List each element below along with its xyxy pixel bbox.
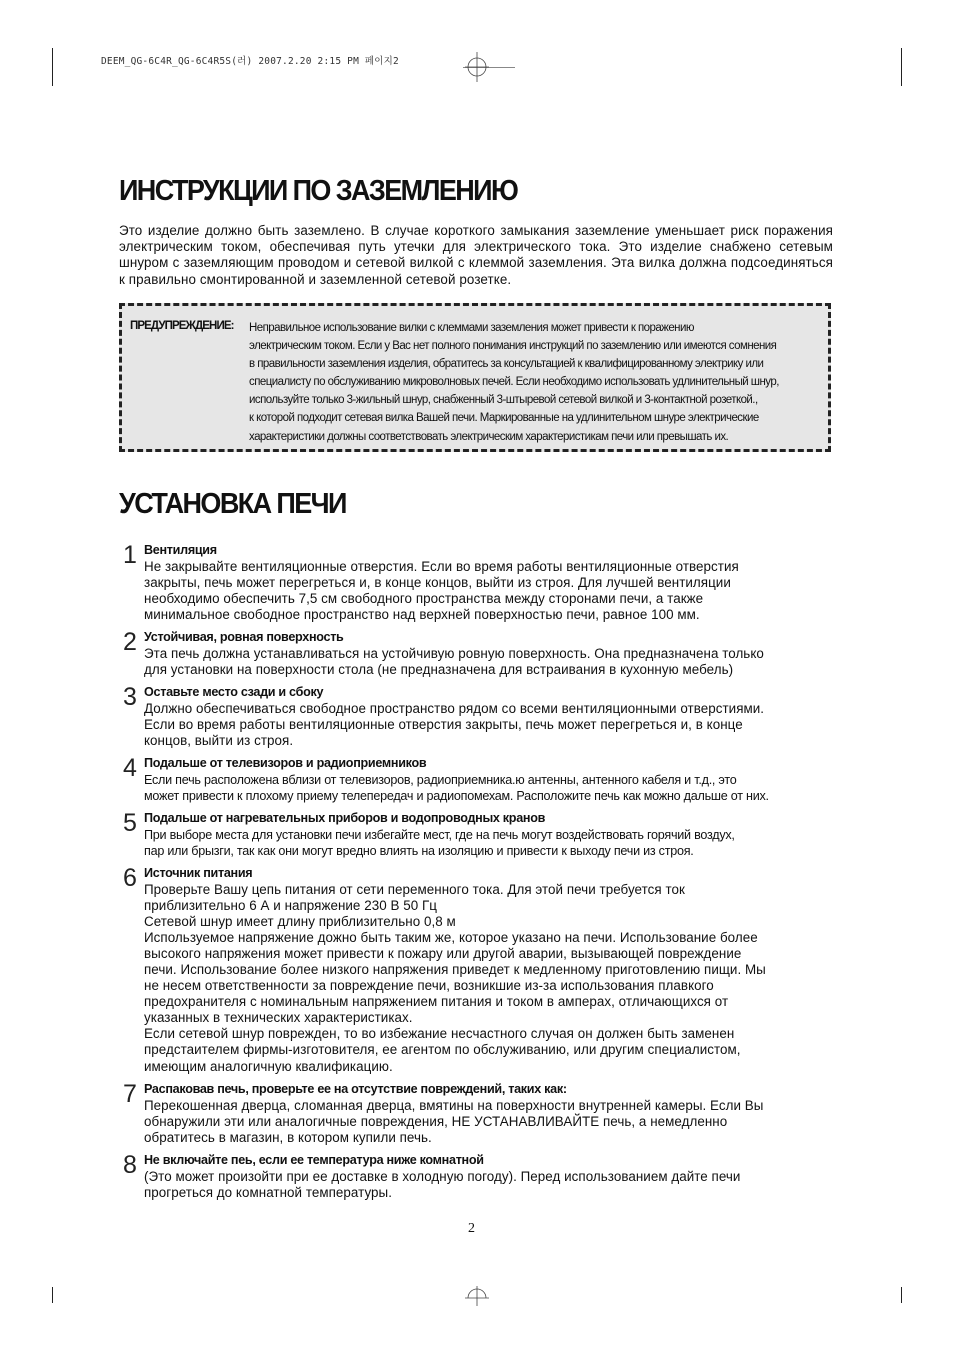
item-number: 2 [123, 628, 137, 656]
warning-line: в правильности заземления изделия, обратитесь за консультацией к квалифицированному электрику или [249, 358, 764, 371]
item-title: Распаковав печь, проверьте ее на отсутствие повреждений, таких как: [144, 1082, 567, 1096]
warning-box [119, 303, 831, 452]
item-line: (Это может произойти при ее доставке в холодную погоду). Перед использованием дайте печи [144, 1168, 741, 1184]
installation-item-1 [119, 543, 833, 623]
item-text [144, 882, 833, 1075]
item-line: предстаителем фирмы-изготовителя, ее агентом по обслуживанию, или другим специалистом, [144, 1042, 741, 1058]
item-text [144, 646, 833, 678]
item-line: Если сетевой шнур поврежден, то во избежание несчастного случая он должен быть заменен [144, 1026, 735, 1042]
item-title: Источник питания [144, 866, 253, 880]
grounding-title: ИНСТРУКЦИИ ПО ЗАЗЕМЛЕНИЮ [119, 175, 518, 207]
item-line: Проверьте Вашу цепь питания от сети переменного тока. Для этой печи требуется ток [144, 881, 685, 897]
installation-item-8 [119, 1153, 833, 1201]
item-line: прогреться до комнатной температуры. [144, 1184, 392, 1200]
item-text [144, 1098, 833, 1146]
installation-item-4 [119, 756, 833, 804]
crop-mark-bottom-left [52, 1287, 53, 1303]
installation-item-5 [119, 811, 833, 859]
item-line: высокого напряжения может привести к пожару или другой аварии, вызывающей повреждение [144, 945, 742, 961]
item-line: закрыты, печь может перегреться и, в конце концов, выйти из строя. Для лучшей вентиляции [144, 574, 731, 590]
page-number: 2 [468, 1221, 475, 1236]
item-title: Вентиляция [144, 543, 217, 557]
item-line: печи. Использование более низкого напряжения приведет к медленному приготовлению пищи. Мы [144, 961, 766, 977]
item-line: обнаружили эти или аналогичные повреждения, НЕ УСТАНАВЛИВАЙТЕ печь, а немедленно [144, 1113, 728, 1129]
installation-item-7 [119, 1082, 833, 1146]
item-title: Устойчивая, ровная поверхность [144, 630, 344, 644]
item-text [144, 701, 833, 749]
item-line: необходимо обеспечить 7,5 см свободного пространства между сторонами печи, а также [144, 590, 704, 606]
item-line: При выборе места для установки печи избегайте мест, где на печь могут воздействовать горячий воздух, [144, 827, 735, 842]
warning-line: Неправильное использование вилки с клеммами заземления может привести к поражению [249, 322, 694, 334]
item-number: 6 [123, 864, 137, 892]
crop-mark-top-right [901, 48, 902, 86]
item-text [144, 1169, 833, 1201]
item-line: Должно обеспечиваться свободное пространство рядом со всеми вентиляционными отверстиями. [144, 700, 765, 716]
installation-title: УСТАНОВКА ПЕЧИ [119, 488, 346, 520]
item-text [144, 772, 833, 804]
item-line: Сетевой шнур имеет длину приблизительно 0,8 м [144, 913, 456, 929]
grounding-intro: Это изделие должно быть заземлено. В случае короткого замыкания заземление уменьшает риск поражения электрическим током, обеспечивая путь утечки для электрического тока. Это изделие снабжено сетевым шнуром с заземляющим проводом и сетевой вилкой с клеммой заземления. Эта вилка должна подсоединяться к правильно смонтированной и заземленной сетевой розетке. [119, 223, 833, 287]
item-line: Если во время работы вентиляционные отверстия закрыты, печь может перегреться и, в конце [144, 716, 743, 732]
installation-item-3 [119, 685, 833, 749]
item-number: 7 [123, 1080, 137, 1108]
item-number: 5 [123, 809, 137, 837]
item-number: 8 [123, 1151, 137, 1179]
item-line: Перекошенная дверца, сломанная дверца, вмятины на поверхности внутренней камеры. Если Вы [144, 1097, 764, 1113]
item-line: приблизительно 6 А и напряжение 230 В 50 Гц [144, 897, 438, 913]
item-line: пар или брызги, так как они могут вредно влиять на изоляцию и привести к выходу печи из строя. [144, 843, 694, 858]
item-line: минимальное свободное пространство над верхней поверхностью печи, равное 100 мм. [144, 606, 700, 622]
warning-line: к которой подходит сетевая вилка Вашей печи. Маркированные на удлинительном шнуре электрические [249, 412, 759, 425]
item-line: Эта печь должна устанавливаться на устойчивую ровную поверхность. Она предназначена только [144, 645, 764, 661]
warning-line: электрическим током. Если у Вас нет полного понимания инструкций по заземлению или имеются сомнения [249, 340, 777, 353]
print-header-meta: DEEM_QG-6C4R_QG-6C4R5S(러) 2007.2.20 2:15 PM 페이지2 [101, 56, 399, 67]
item-line: Используемое напряжение дожно быть таким же, которое указано на печи. Использование более [144, 929, 758, 945]
crop-mark-bottom-right [901, 1287, 902, 1303]
registration-mark-bottom-icon [465, 1286, 489, 1306]
item-text [144, 559, 833, 623]
item-line: концов, выйти из строя. [144, 732, 294, 748]
installation-item-6 [119, 866, 833, 1075]
item-line: может привести к плохому приему телепередач и радиопомехам. Расположите печь как можно дальше от них. [144, 788, 769, 803]
warning-label: ПРЕДУПРЕЖДЕНИЕ: [130, 320, 234, 332]
item-title: Подальше от телевизоров и радиоприемников [144, 756, 427, 770]
item-line: для установки на поверхности стола (не предназначена для встраивания в кухонную мебель) [144, 661, 734, 677]
item-line: имеющим аналогичную квалификацию. [144, 1058, 393, 1074]
warning-text [249, 319, 829, 446]
warning-line: используйте только 3-жильный шнур, снабженный 3-штыревой сетевой вилкой и 3-контактной розеткой., [249, 394, 758, 407]
item-line: указанных в технических характеристиках. [144, 1010, 413, 1026]
item-number: 4 [123, 754, 137, 782]
item-number: 1 [123, 541, 137, 569]
warning-line: специалисту по обслуживанию микроволновых печей. Если необходимо использовать удлинительный шнур, [249, 376, 779, 389]
item-line: предохранителя с номинальным напряжением питания и током в амперах, отличающихся от [144, 994, 729, 1010]
item-line: Не закрывайте вентиляционные отверстия. Если во время работы вентиляционные отверстия [144, 558, 739, 574]
item-line: не несем ответственности за повреждение печи, возникшие из-за использования плавкого [144, 978, 714, 994]
crop-mark-top-left [52, 48, 53, 86]
item-title: Подальше от нагревательных приборов и водопроводных кранов [144, 811, 546, 825]
installation-item-2 [119, 630, 833, 678]
item-title: Не включайте пеь, если ее температура ниже комнатной [144, 1153, 484, 1167]
registration-mark-top-icon [465, 52, 489, 82]
item-line: Если печь расположена вблизи от телевизоров, радиоприемника.ю антенны, антенного кабеля и т.д., это [144, 772, 737, 787]
item-text [144, 827, 833, 859]
warning-line: характеристики должны соответствовать электрическим характеристикам печи или превышать их. [249, 430, 729, 443]
item-number: 3 [123, 683, 137, 711]
item-title: Оставьте место сзади и сбоку [144, 685, 324, 699]
item-line: обратитесь в магазин, в котором купили печь. [144, 1129, 432, 1145]
